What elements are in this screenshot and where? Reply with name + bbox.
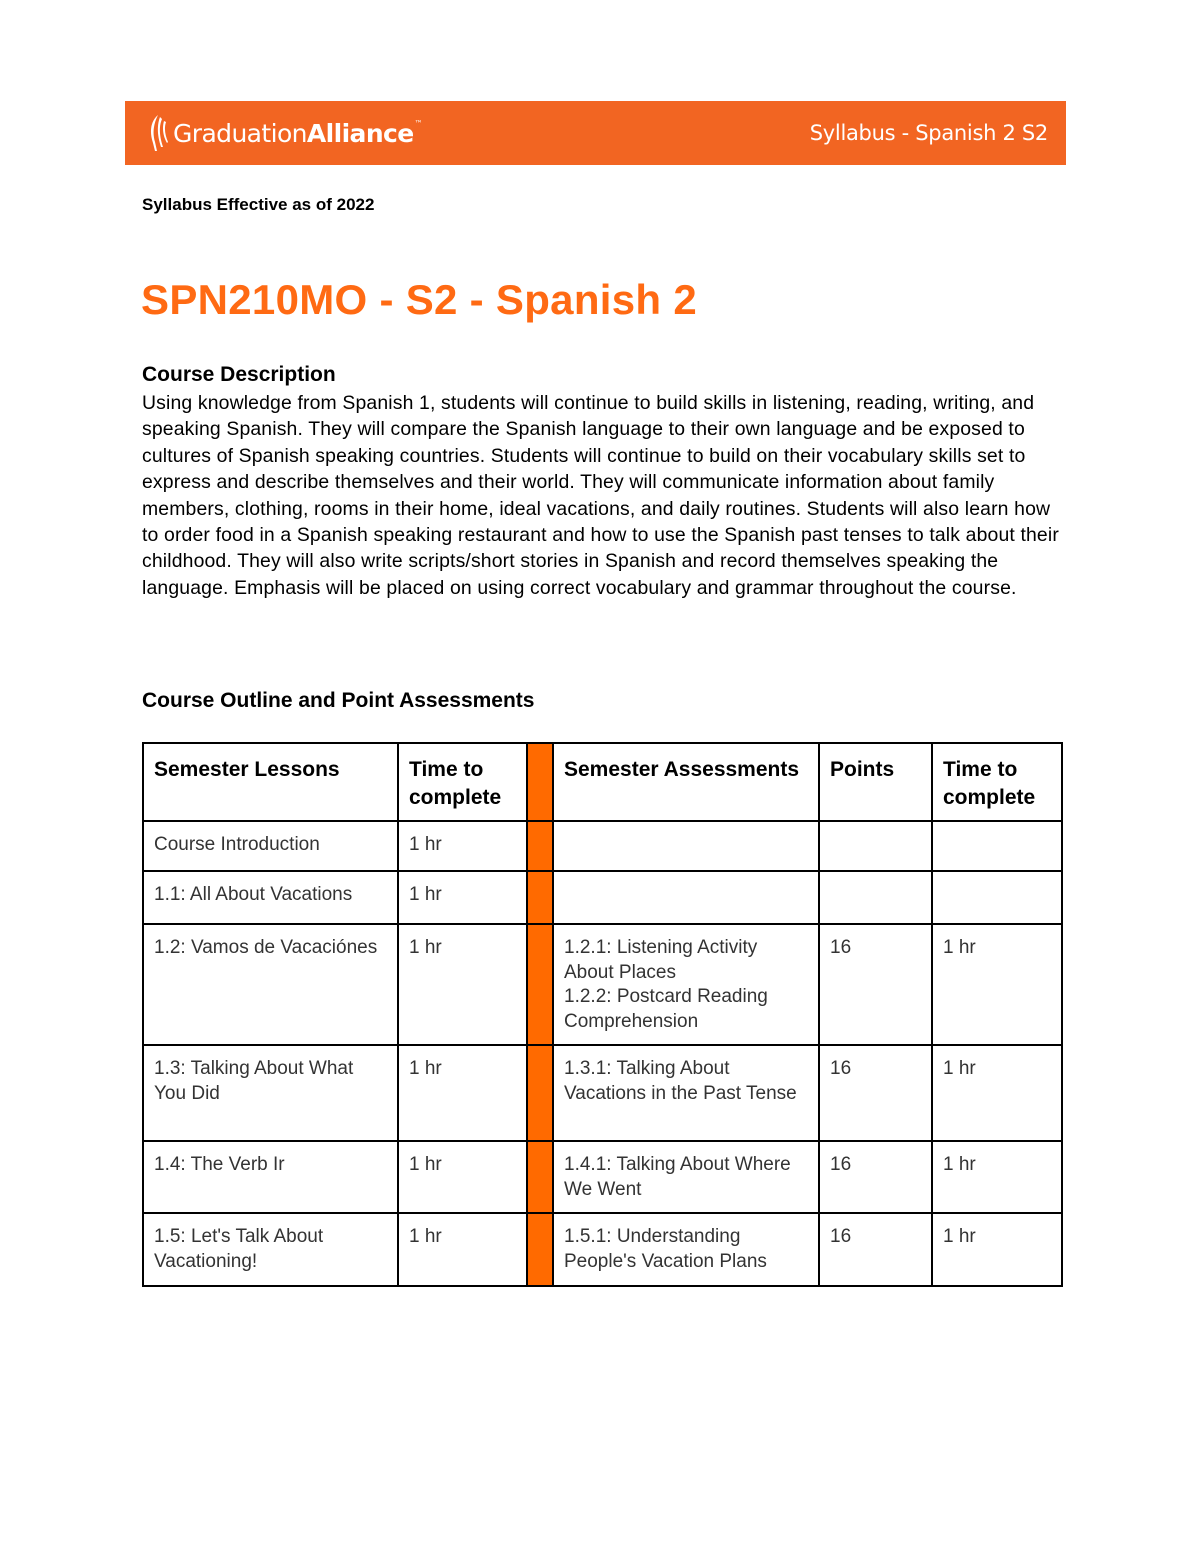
column-divider [527, 1045, 553, 1141]
course-description-heading: Course Description [142, 363, 336, 386]
lesson-cell: Course Introduction [143, 821, 398, 871]
course-description-body: Using knowledge from Spanish 1, students will continue to build skills in listening, reading, writing, and speaking Spanish. They will compare the Spanish language to their own language and be exposed to cultures of Spanish speaking countries. Students will continue to build on their vocabulary skills set to express and describe themselves and their world. They will communicate information about family members, clothing, rooms in their home, ideal vacations, and daily routines. Students will also learn how to order food in a Spanish speaking restaurant and how to use the Spanish past tenses to talk about their childhood. They will also write scripts/short stories in Spanish and record themselves speaking the language. Emphasis will be placed on using correct vocabulary and grammar throughout the course. [142, 392, 1059, 599]
column-divider [527, 1141, 553, 1213]
column-header-lesson-time: Time to complete [398, 743, 527, 821]
course-outline-table [142, 742, 1063, 1287]
table-row [143, 821, 1062, 871]
table-row [143, 1141, 1062, 1213]
lesson-time-cell: 1 hr [398, 1141, 527, 1213]
lesson-time-cell: 1 hr [398, 821, 527, 871]
column-header-points: Points [819, 743, 932, 821]
assessment-cell [553, 1045, 819, 1141]
assessment-cell [553, 821, 819, 871]
assessment-item: 1.3.1: Talking About Vacations in the Past Tense [564, 1058, 797, 1104]
column-header-lessons: Semester Lessons [143, 743, 398, 821]
lesson-cell: 1.1: All About Vacations [143, 871, 398, 924]
assessment-time-cell: 1 hr [932, 1213, 1062, 1286]
column-divider [527, 1213, 553, 1286]
assessment-item: 1.2.2: Postcard Reading Comprehension [564, 986, 768, 1032]
assessment-item: 1.4.1: Talking About Where We Went [564, 1154, 791, 1200]
assessment-cell [553, 1141, 819, 1213]
header-banner [125, 101, 1066, 165]
assessment-cell [553, 1213, 819, 1286]
assessment-time-cell [932, 821, 1062, 871]
logo-trademark: ™ [414, 118, 423, 128]
points-cell: 16 [819, 1045, 932, 1141]
lesson-cell: 1.5: Let's Talk About Vacationing! [143, 1213, 398, 1286]
lesson-cell: 1.3: Talking About What You Did [143, 1045, 398, 1141]
column-divider [527, 821, 553, 871]
points-cell [819, 871, 932, 924]
course-outline-heading: Course Outline and Point Assessments [142, 689, 535, 712]
column-divider [527, 924, 553, 1045]
course-title: SPN210MO - S2 - Spanish 2 [141, 276, 698, 323]
lesson-cell: 1.2: Vamos de Vacaciónes [143, 924, 398, 1045]
brand-logo [145, 113, 422, 153]
table-row [143, 1213, 1062, 1286]
points-cell: 16 [819, 1141, 932, 1213]
lesson-cell: 1.4: The Verb Ir [143, 1141, 398, 1213]
column-divider [527, 871, 553, 924]
points-cell [819, 821, 932, 871]
syllabus-title: Syllabus - Spanish 2 S2 [809, 121, 1048, 145]
lesson-time-cell: 1 hr [398, 1045, 527, 1141]
points-cell: 16 [819, 1213, 932, 1286]
assessment-item: 1.5.1: Understanding People's Vacation Plans [564, 1226, 767, 1272]
table-row [143, 871, 1062, 924]
assessment-time-cell [932, 871, 1062, 924]
table-header-row [143, 743, 1062, 821]
assessment-time-cell: 1 hr [932, 1141, 1062, 1213]
column-header-assessments: Semester Assessments [553, 743, 819, 821]
logo-wordmark-bold: Alliance [306, 118, 414, 148]
logo-wordmark [173, 119, 422, 148]
lesson-time-cell: 1 hr [398, 871, 527, 924]
table-row [143, 1045, 1062, 1141]
column-header-assessment-time: Time to complete [932, 743, 1062, 821]
points-cell: 16 [819, 924, 932, 1045]
effective-date: Syllabus Effective as of 2022 [142, 195, 375, 214]
feather-logo-icon [145, 113, 171, 153]
assessment-item: 1.2.1: Listening Activity About Places [564, 937, 758, 983]
lesson-time-cell: 1 hr [398, 924, 527, 1045]
logo-wordmark-light: Graduation [173, 118, 307, 148]
column-divider [527, 743, 553, 821]
assessment-cell [553, 871, 819, 924]
table-row [143, 924, 1062, 1045]
assessment-cell [553, 924, 819, 1045]
assessment-time-cell: 1 hr [932, 924, 1062, 1045]
lesson-time-cell: 1 hr [398, 1213, 527, 1286]
assessment-time-cell: 1 hr [932, 1045, 1062, 1141]
